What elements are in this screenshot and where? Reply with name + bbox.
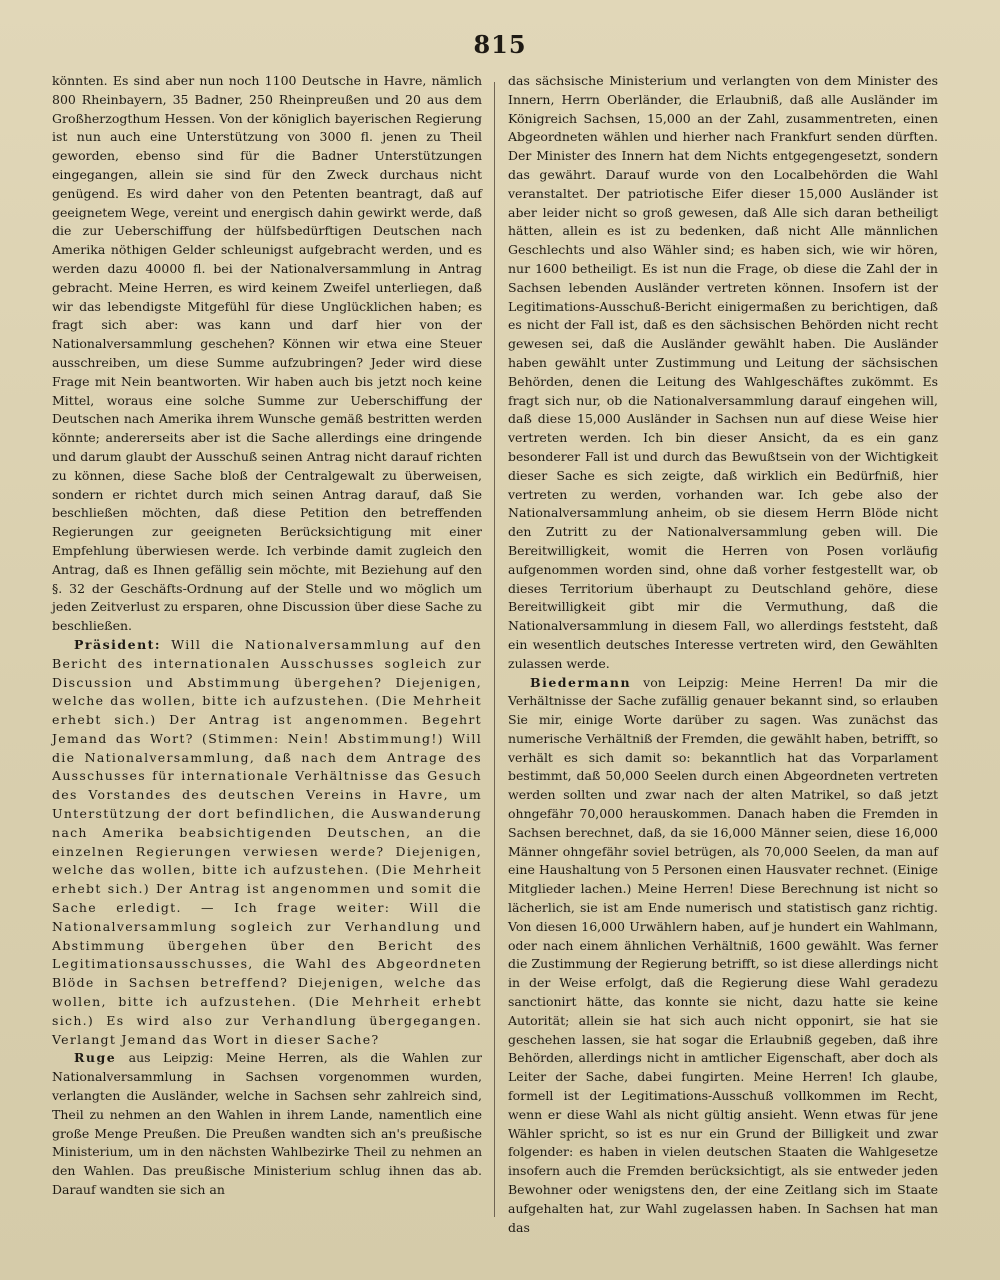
paragraph-president [52, 636, 482, 1050]
speech-text: Will die Nationalversammlung auf den Bericht des internationalen Ausschusses sogleich zur Discussion und Abstimmung übergehen? Diejenigen, welche das wollen, bitte ich aufzustehen. (Die Mehrheit erhebt sich.) Der Antrag ist angenommen. Begehrt Jemand das Wort? (Stimmen: Nein! Abstimmung!) Will die Nationalversammlung, daß nach dem Antrage des Ausschusses für internationale Verhältnisse das Gesuch des Vorstandes des deutschen Vereins in Havre, um Unterstützung der dort befindlichen, die Auswanderung nach Amerika beabsichtigenden Deutschen, an die einzelnen Regierungen verwiesen werde? Diejenigen, welche das wollen, bitte ich aufzustehen. (Die Mehrheit erhebt sich.) Der Antrag ist angenommen und somit die Sache erledigt. — Ich frage weiter: Will die Nationalversammlung sogleich zur Verhandlung und Abstimmung übergehen über den Bericht des Legitimationsausschusses, die Wahl des Abgeordneten Blöde in Sachsen betreffend? Diejenigen, welche das wollen, bitte ich aufzustehen. (Die Mehrheit erhebt sich.) Es wird also zur Verhandlung übergegangen. Verlangt Jemand das Wort in dieser Sache? [52, 636, 482, 1047]
speaker-name: Präsident: [74, 636, 162, 652]
paragraph-biedermann [508, 674, 938, 1238]
paragraph-petition-report: könnten. Es sind aber nun noch 1100 Deutsche in Havre, nämlich 800 Rheinbayern, 35 Badner, 250 Rheinpreußen und 20 aus dem Großherzogthum Hessen. Von der königlich bayerischen Regierung ist nun auch eine Unterstützung von 3000 fl. jenen zu Theil geworden, ebenso sind für die Badner Unterstützungen eingegangen, allein sie sind für den Zweck durchaus nicht genügend. Es wird daher von den Petenten beantragt, daß auf geeignetem Wege, vereint und energisch dahin gewirkt werde, daß die zur Ueberschiffung der hülfsbedürftigen Deutschen nach Amerika nöthigen Gelder schleunigst aufgebracht werden, und es werden dazu 40000 fl. bei der Nationalversammlung in Antrag gebracht. Meine Herren, es wird keinem Zweifel unterliegen, daß wir das lebendigste Mitgefühl für diese Unglücklichen haben; es fragt sich aber: was kann und darf hier von der Nationalversammlung geschehen? Können wir etwa eine Steuer ausschreiben, um diese Summe aufzubringen? Jeder wird diese Frage mit Nein beantworten. Wir haben auch bis jetzt noch keine Mittel, woraus eine solche Summe zur Ueberschiffung der Deutschen nach Amerika ihrem Wunsche gemäß bestritten werden könnte; andererseits aber ist die Sache allerdings eine dringende und darum glaubt der Ausschuß seinen Antrag nicht darauf richten zu können, diese Sache bloß der Centralgewalt zu überweisen, sondern er richtet durch mich seinen Antrag darauf, daß Sie beschließen möchten, daß diese Petition den betreffenden Regierungen zur geeigneten Berücksichtigung mit einer Empfehlung überwiesen werde. Ich verbinde damit zugleich den Antrag, daß es Ihnen gefällig sein möchte, mit Beziehung auf den §. 32 der Geschäfts-Ordnung auf der Stelle und wo möglich um jeden Zeitverlust zu ersparen, ohne Discussion über diese Sache zu beschließen. [52, 73, 482, 634]
speech-text: von Leipzig: Meine Herren! Da mir die Verhältnisse der Sache zufällig genauer bekannt sind, so erlauben Sie mir, einige Worte darüber zu sagen. Was zunächst das numerische Verhältniß der Fremden, die gewählt haben, betrifft, so verhält es sich damit so: bekanntlich hat das Vorparlament bestimmt, daß 50,000 Seelen durch einen Abgeordneten vertreten werden sollten und zwar nach der alten Matrikel, so daß jetzt ohngefähr 70,000 herauskommen. Danach haben die Fremden in Sachsen berechnet, daß, da sie 16,000 Männer seien, diese 16,000 Männer ohngefähr soviel betrügen, als 70,000 Seelen, da man auf eine Haushaltung von 5 Personen einen Hausvater rechnet. (Einige Mitglieder lachen.) Meine Herren! Diese Berechnung ist nicht so lächerlich, sie ist am Ende numerisch und statistisch ganz richtig. Von diesen 16,000 Urwählern haben, auf je hundert ein Wahlmann, oder nach einem ähnlichen Verhältniß, 1600 gewählt. Was ferner die Zustimmung der Regierung betrifft, so ist diese allerdings nicht in der Weise erfolgt, daß die Regierung diese Wahl geradezu sanctionirt hätte, das konnte sie nicht, dazu hatte sie keine Autorität; allein sie hat sich auch nicht opponirt, sie hat sie geschehen lassen, sie hat sogar die Erlaubniß gegeben, daß ihre Behörden, allerdings nicht in amtlicher Eigenschaft, aber doch als Leiter der Sache, dabei fungirten. Meine Herren! Ich glaube, formell ist der Legitimations-Ausschuß vollkommen im Recht, wenn er diese Wahl als nicht gültig ansieht. Wenn etwas für jene Wähler spricht, so ist es nur ein Grund der Billigkeit und zwar folgender: es haben in vielen deutschen Staaten die Wahlgesetze insofern auch die Fremden berücksichtigt, als sie entweder jeden Bewohner oder wenigstens den, der eine Zeitlang sich im Staate aufgehalten hat, zur Wahl zugelassen haben. In Sachsen hat man das [508, 674, 939, 1235]
left-column [52, 72, 482, 1200]
speaker-name: Ruge [74, 1050, 117, 1066]
right-column [508, 72, 938, 1237]
speech-text: aus Leipzig: Meine Herren, als die Wahlen zur Nationalversammlung in Sachsen vorgenommen wurden, verlangten die Ausländer, welche in Sachsen sehr zahlreich sind, Theil zu nehmen an den Wahlen in ihrem Lande, namentlich eine große Menge Preußen. Die Preußen wandten sich an's preußische Ministerium, um in den nächsten Wahlbezirke Theil zu nehmen an den Wahlen. Das preußische Ministerium schlug ihnen das ab. Darauf wandten sie sich an [52, 1050, 483, 1198]
paragraph-ruge-continued: das sächsische Ministerium und verlangten von dem Minister des Innern, Herrn Oberländer, die Erlaubniß, daß alle Ausländer im Königreich Sachsen, 15,000 an der Zahl, zusammentreten, einen Abgeordneten wählen und hierher nach Frankfurt senden dürften. Der Minister des Innern hat dem Nichts entgegengesetzt, sondern das gewährt. Darauf wurde von den Localbehörden die Wahl veranstaltet. Der patriotische Eifer dieser 15,000 Ausländer ist aber leider nicht so groß gewesen, daß Alle sich daran betheiligt hätten, allein es ist zu bedenken, daß nicht Alle männlichen Geschlechts und also Wähler sind; es haben sich, wie wir hören, nur 1600 betheiligt. Es ist nun die Frage, ob diese die Zahl der in Sachsen lebenden Ausländer vertreten können. Insofern ist der Legitimations-Ausschuß-Bericht einigermaßen zu berichtigen, daß es nicht der Fall ist, daß es den sächsischen Behörden nicht recht gewesen sei, daß die Ausländer gewählt haben. Die Ausländer haben gewählt unter Zustimmung und Leitung der sächsischen Behörden, denen die Leitung des Wahlgeschäftes zukömmt. Es fragt sich nur, ob die Nationalversammlung darauf eingehen will, daß diese 15,000 Ausländer in Sachsen nun auf diese Weise hier vertreten werden. Ich bin dieser Ansicht, da es ein ganz besonderer Fall ist und durch das Bewußtsein von der Wichtigkeit dieser Sache es sich zeigte, daß wirklich ein Bedürfniß, hier vertreten zu werden, vorhanden war. Ich gebe also der Nationalversammlung anheim, ob sie diesem Herrn Blöde nicht den Zutritt zu der Nationalversammlung geben will. Die Bereitwilligkeit, womit die Herren von Posen vorläufig aufgenommen worden sind, ohne daß vorher festgestellt war, ob dieses Territorium überhaupt zu Deutschland gehöre, diese Bereitwilligkeit gibt mir die Vermuthung, daß die Nationalversammlung in diesem Fall, wo allerdings feststeht, daß ein wesentlich deutsches Interesse vertreten wird, den Gewählten zulassen werde. [508, 73, 938, 671]
column-divider [494, 82, 495, 1217]
paragraph-ruge [52, 1049, 482, 1199]
speaker-name: Biedermann [530, 674, 632, 690]
page-number: 815 [473, 30, 527, 59]
